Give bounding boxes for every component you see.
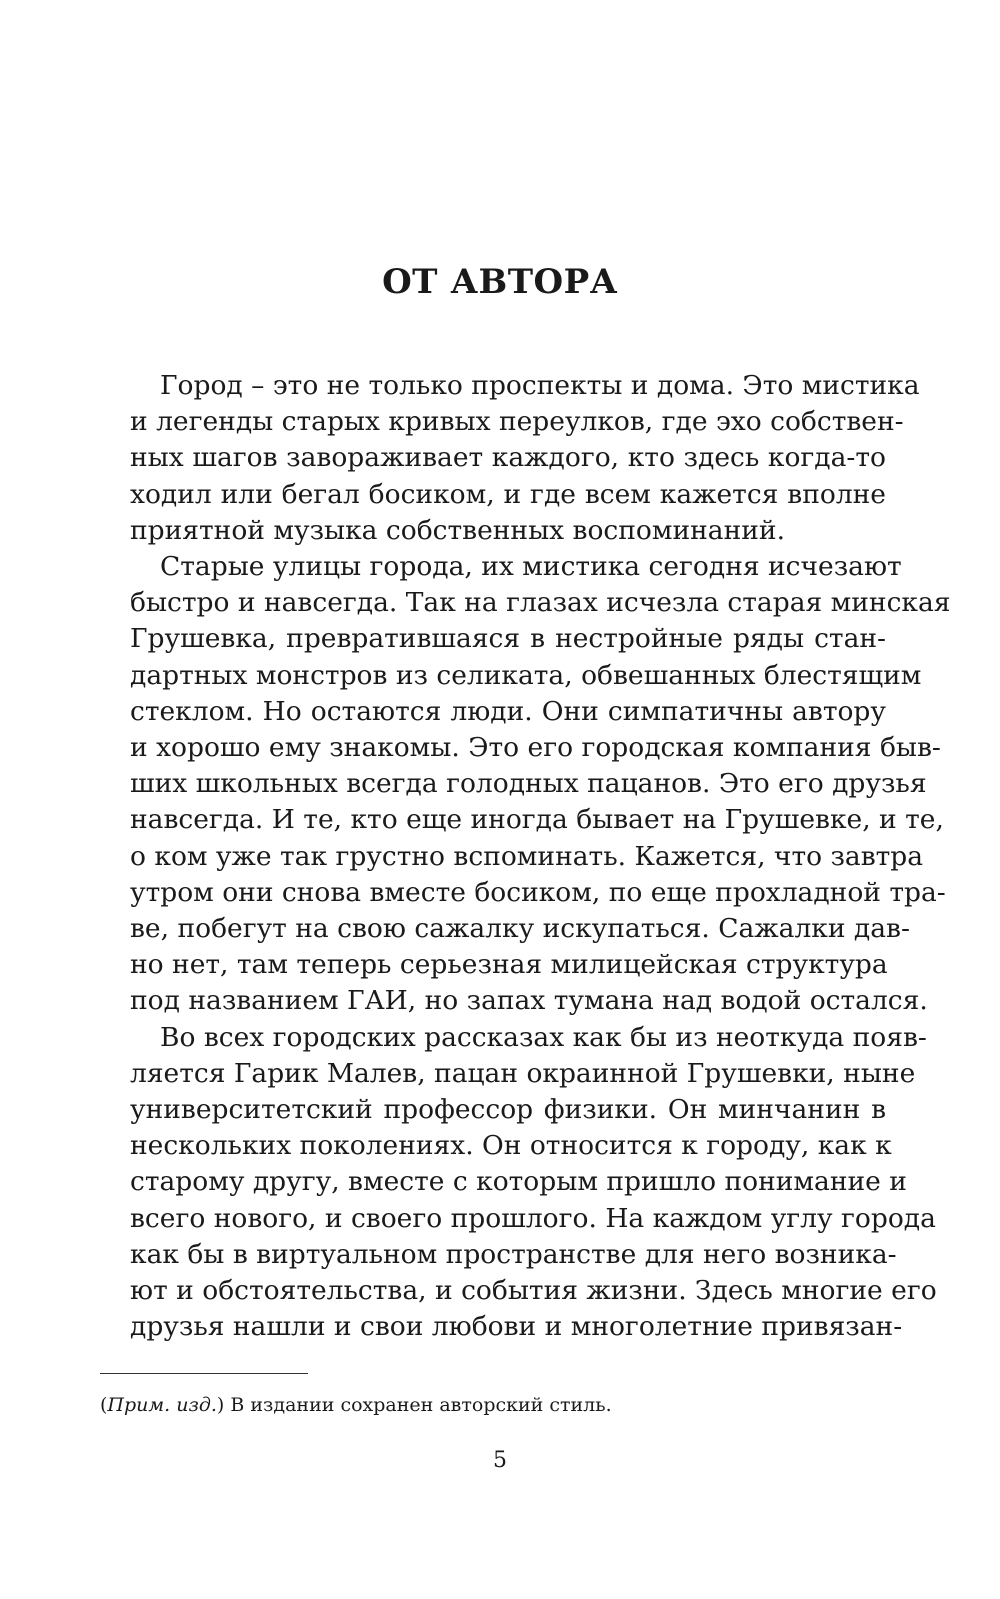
text-line: ходил или бегал босиком, и где всем кажется вполне: [130, 478, 886, 510]
text-line: о ком уже так грустно вспоминать. Кажется, что завтра: [130, 840, 924, 872]
footnote-text: ) В издании сохранен авторский стиль.: [216, 1394, 612, 1416]
text-line: университетский профессор физики. Он минчанин в: [130, 1094, 886, 1126]
footnote-open-paren: (: [100, 1394, 108, 1416]
text-line: всего нового, и своего прошлого. На каждом углу города: [130, 1202, 936, 1234]
text-line: под названием ГАИ, но запах тумана над водой остался.: [130, 985, 928, 1017]
text-line: быстро и навсегда. Так на глазах исчезла старая минская: [130, 587, 951, 619]
text-line: и легенды старых кривых переулков, где эхо собствен-: [130, 406, 904, 438]
text-line: как бы в виртуальном пространстве для него возника-: [130, 1238, 897, 1270]
text-line: ве, побегут на свою сажалку искупаться. Сажалки дав-: [130, 913, 910, 945]
footnote-divider: [100, 1373, 308, 1374]
text-line: но нет, там теперь серьезная милицейская структура: [130, 949, 888, 981]
text-line: старому другу, вместе с которым пришло понимание и: [130, 1166, 907, 1198]
text-line: и хорошо ему знакомы. Это его городская компания быв-: [130, 732, 941, 764]
text-line: утром они снова вместе босиком, по еще прохладной тра-: [130, 876, 946, 908]
text-line: ших школьных всегда голодных пацанов. Это его друзья: [130, 768, 927, 800]
body-text: [100, 368, 951, 1345]
text-line: стеклом. Но остаются люди. Они симпатичны автору: [130, 695, 886, 727]
text-line: Грушевка, превратившаяся в нестройные ряды стан-: [130, 623, 886, 655]
page-number: 5: [493, 1448, 507, 1473]
text-line: навсегда. И те, кто еще иногда бывает на Грушевке, и те,: [130, 804, 944, 836]
paragraph-2: [100, 549, 951, 1020]
footnote-abbreviation: Прим. изд.: [107, 1394, 217, 1416]
text-line: друзья нашли и свои любови и многолетние привязан-: [130, 1311, 903, 1343]
paragraph-1: [100, 368, 920, 549]
text-line: Город – это не только проспекты и дома. Это мистика: [160, 370, 920, 401]
footnote: [100, 1392, 886, 1418]
text-line: нескольких поколениях. Он относится к городу, как к: [130, 1130, 892, 1162]
chapter-heading: ОТ АВТОРА: [382, 262, 618, 302]
text-line: ных шагов завораживает каждого, кто здесь когда-то: [130, 442, 886, 474]
paragraph-3: [100, 1020, 937, 1346]
text-line: дартных монстров из селиката, обвешанных блестящим: [130, 659, 922, 691]
text-line: ляется Гарик Малев, пацан окраинной Грушевки, ныне: [130, 1057, 916, 1089]
text-line: ют и обстоятельства, и события жизни. Здесь многие его: [130, 1275, 937, 1307]
text-line: приятной музыка собственных воспоминаний.: [130, 514, 786, 546]
text-line: Старые улицы города, их мистика сегодня исчезают: [160, 551, 902, 583]
text-line: Во всех городских рассказах как бы из неоткуда появ-: [160, 1021, 927, 1053]
